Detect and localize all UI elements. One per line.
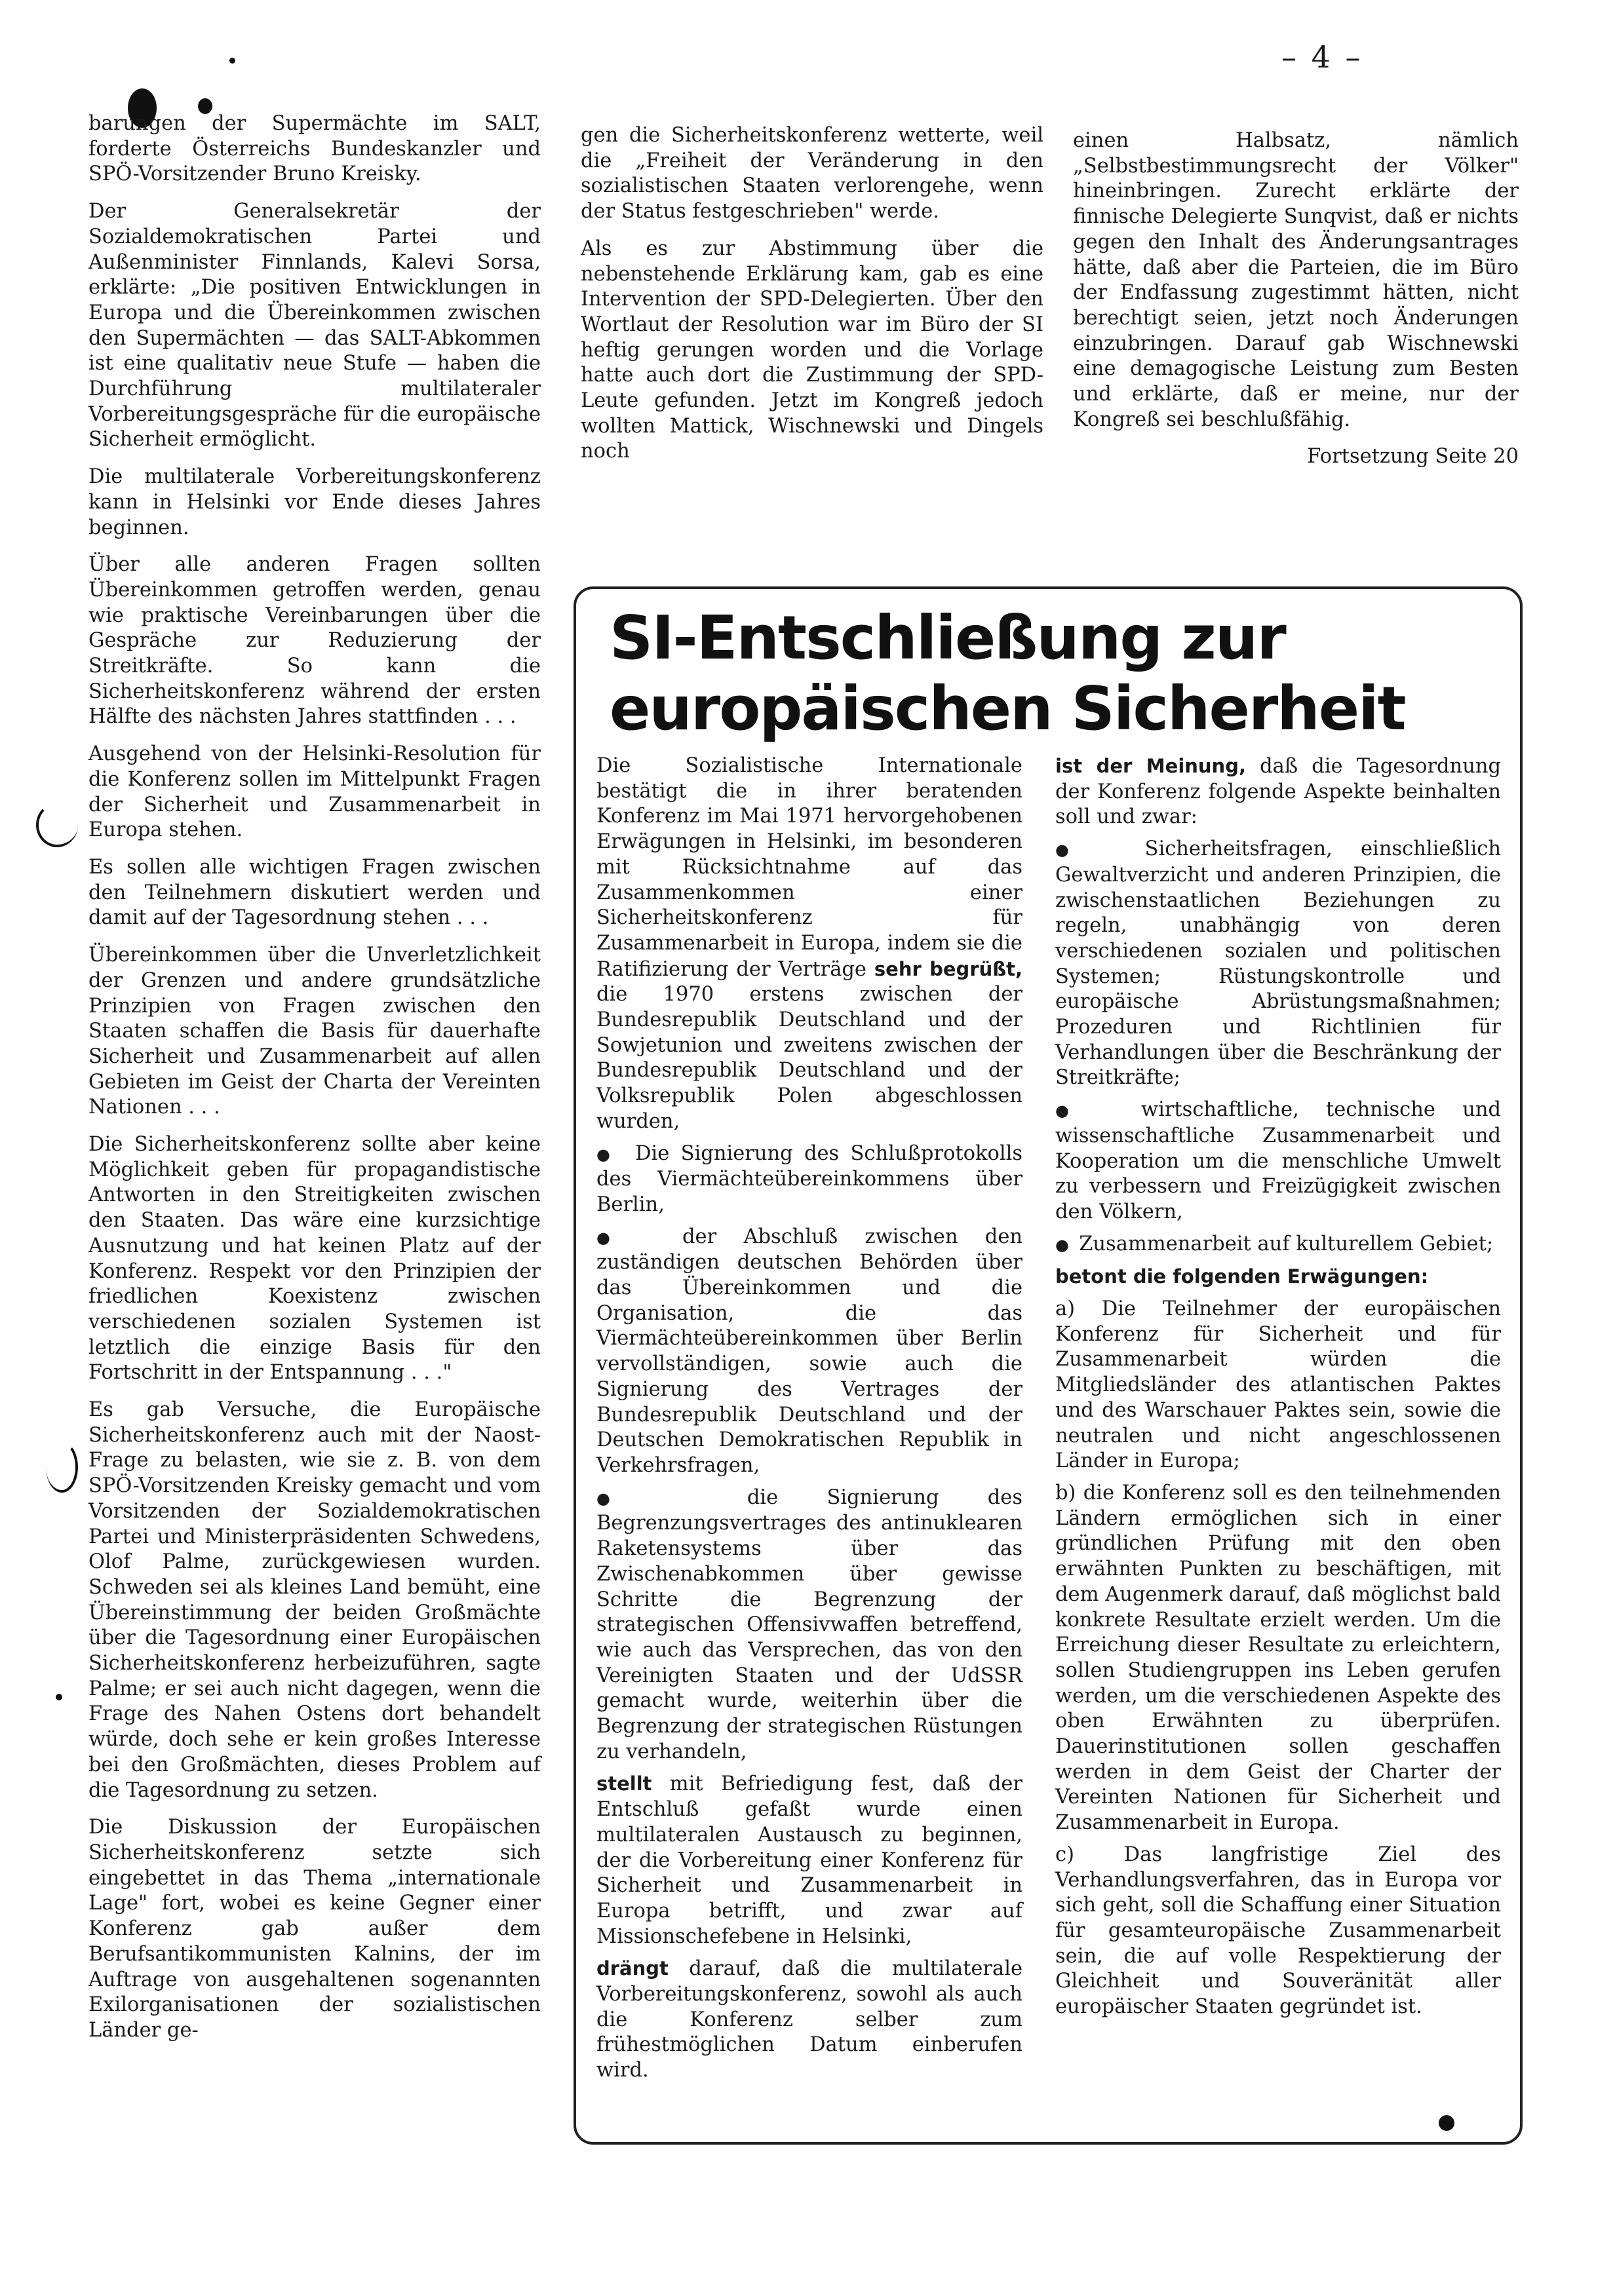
bullet-item: ● Die Signierung des Schlußprotokolls des Viermächteübereinkommens über Berlin, [596, 1141, 1022, 1218]
headline-line: europäischen Sicherheit [610, 674, 1405, 744]
emphasis: stellt [596, 1772, 652, 1795]
paragraph [596, 1956, 1022, 2084]
paragraph: Die Sicherheitskonferenz sollte aber keine Möglichkeit geben für propagandistische Antworten in den Streitigkeiten zwischen den Staaten. Das wäre eine kurzsichtige Ausnutzung und hat keinen Platz auf der Konferenz. Respekt vor den Prinzipien der friedlichen Koexistenz zwischen verschiedenen sozialen Systemen ist letztlich die einzige Basis für den Fortschritt in der Entspannung . . ." [88, 1133, 541, 1385]
punch-dot [229, 58, 235, 64]
paragraph: barungen der Supermächte im SALT, forderte Österreichs Bundeskanzler und SPÖ-Vorsitzender Bruno Kreisky. [88, 112, 541, 186]
emphasis: ist der Meinung, [1055, 755, 1246, 777]
resolution-headline [610, 603, 1462, 744]
emphasis: betont die folgenden Erwägungen: [1055, 1265, 1429, 1288]
bullet-item: ● Zusammenarbeit auf kulturellem Gebiet; [1055, 1232, 1501, 1258]
paragraph [596, 754, 1022, 1135]
paragraph: Der Generalsekretär der Sozialdemokratischen Partei und Außenminister Finnlands, Kalevi Sorsa, erklärte: „Die positiven Entwicklungen in Europa und die Übereinkommen zwischen den Supermächten — das SALT-Abkommen ist eine qualitativ neue Stufe — haben die Durchführung multilateraler Vorbereitungsgespräche für die europäische Sicherheit ermöglicht. [88, 200, 541, 451]
margin-mark [36, 803, 78, 847]
middle-column [581, 123, 1043, 476]
emphasis: sehr begrüßt, [874, 957, 1022, 980]
bullet-item: ● Sicherheitsfragen, einschließlich Gewaltverzicht und anderen Prinzipien, die zwischenstaatlichen Beziehungen zu regeln, unabhängig von deren verschiedenen sozialen und politischen Systemen; Rüstungskontrolle und europäische Abrüstungsmaßnahmen; Prozeduren und Richtlinien für Verhandlungen über die Beschränkung der Streitkräfte; [1055, 837, 1501, 1091]
paragraph: Es gab Versuche, die Europäische Sicherheitskonferenz auch mit der Naost-Frage zu belasten, wie sie z. B. von dem SPÖ-Vorsitzenden Kreisky gemacht und vom Vorsitzenden der Sozialdemokratischen Partei und Ministerpräsidenten Schwedens, Olof Palme, zurückgewiesen wurden. Schweden sei als kleines Land bemüht, eine Übereinstimmung der beiden Großmächte über die Tagesordnung einer Europäischen Sicherheitskonferenz herbeizuführen, sagte Palme; er sei auch nicht dagegen, wenn die Frage des Nahen Ostens dort behandelt würde, doch sehe er kein großes Interesse bei den Großmächten, dieses Problem auf die Tagesordnung zu setzen. [88, 1398, 541, 1802]
page-number: – 4 – [1281, 39, 1363, 75]
paragraph [1055, 754, 1501, 830]
paragraph: Über alle anderen Fragen sollten Übereinkommen getroffen werden, genau wie praktische Vereinbarungen über die Gespräche zur Reduzierung der Streitkräfte. So kann die Sicherheitskonferenz während der ersten Hälfte des nächsten Jahres stattfinden . . . [88, 553, 541, 729]
right-column [1073, 128, 1519, 482]
resolution-left-column [596, 754, 1022, 2090]
text: daß die Tagesordnung der Konferenz folgende Aspekte beinhalten soll und zwar: [1055, 755, 1502, 829]
text: die 1970 erstens zwischen der Bundesrepublik Deutschland und der Sowjetunion und zweitens zwischen der Bundesrepublik Deutschland und der Volksrepublik Polen abgeschlossen wurden, [596, 983, 1022, 1133]
resolution-right-column [1055, 754, 1501, 2027]
text: darauf, daß die multilaterale Vorbereitungskonferenz, sowohl als auch die Konferenz selber zum frühestmöglichen Datum einberufen wird. [596, 1957, 1022, 2082]
headline-line: SI-Entschließung zur [610, 603, 1285, 673]
paragraph: a) Die Teilnehmer der europäischen Konferenz für Sicherheit und für Zusammenarbeit würden die Mitgliedsländer des atlantischen Paktes und des Warschauer Paktes sein, sowie die neutralen und nicht angeschlossenen Länder in Europa; [1055, 1297, 1501, 1473]
paragraph: gen die Sicherheitskonferenz wetterte, weil die „Freiheit der Veränderung in den sozialistischen Staaten verlorengehe, wenn der Status festgeschrieben" werde. [581, 124, 1043, 223]
paragraph: c) Das langfristige Ziel des Verhandlungsverfahren, das in Europa vor sich geht, soll die Schaffung einer Situation für gesamteuropäische Zusammenarbeit sein, die auf volle Respektierung der Gleichheit und Souveränität aller europäischer Staaten gegründet ist. [1055, 1843, 1501, 2019]
bullet-item: ● der Abschluß zwischen den zuständigen deutschen Behörden über das Übereinkommen und die Organisation, die das Viermächteübereinkommen über Berlin vervollständigen, sowie auch die Signierung des Vertrages der Bundesrepublik Deutschland und der Deutschen Demokratischen Republik in Verkehrsfragen, [596, 1225, 1022, 1479]
text: mit Befriedigung fest, daß der Entschluß gefaßt wurde einen multilateralen Austausch zu beginnen, der die Vorbereitung einer Konferenz für Sicherheit und Zusammenarbeit in Europa betrifft, und zwar auf Missionschefebene in Helsinki, [596, 1772, 1022, 1948]
paragraph: Ausgehend von der Helsinki-Resolution für die Konferenz sollen im Mittelpunkt Fragen der Sicherheit und Zusammenarbeit in Europa stehen. [88, 742, 541, 842]
paragraph: Als es zur Abstimmung über die nebenstehende Erklärung kam, gab es eine Intervention der SPD-Delegierten. Über den Wortlaut der Resolution war im Büro der SI heftig gerungen worden und die Vorlage hatte auch dort die Zustimmung der SPD-Leute gefunden. Jetzt im Kongreß jedoch wollten Mattick, Wischnewski und Dingels noch [581, 237, 1043, 463]
paragraph: Übereinkommen über die Unverletzlichkeit der Grenzen und andere grundsätzliche Prinzipien von Fragen zwischen den Staaten schaffen die Basis für dauerhafte Sicherheit und Zusammenarbeit auf allen Gebieten im Geist der Charta der Vereinten Nationen . . . [88, 944, 541, 1119]
margin-mark [46, 1442, 78, 1493]
paragraph: einen Halbsatz, nämlich „Selbstbestimmungsrecht der Völker" hineinbringen. Zurecht erklärte der finnische Delegierte Sunqvist, daß er nichts gegen den Inhalt des Änderungsantrages hätte, daß aber die Parteien, die im Büro der Endfassung zugestimmt hätten, nicht berechtigt seien, jetzt noch Änderungen einzubringen. Darauf gab Wischnewski eine demagogische Leistung zum Besten und erklärte, daß er meine, nur der Kongreß sei beschlußfähig. [1073, 129, 1519, 431]
paragraph: b) die Konferenz soll es den teilnehmenden Ländern ermöglichen sich in einer gründlichen Prüfung mit den oben erwähnten Punkten zu beschäftigen, mit dem Augenmerk darauf, daß möglichst bald konkrete Resultate erzielt werden. Um die Erreichung dieser Resultate zu erleichtern, sollen Studiengruppen ins Leben gerufen werden, um die verschiedenen Aspekte des oben Erwähnten zu überprüfen. Dauerinstitutionen sollen geschaffen werden in dem Geist der Charter der Vereinten Nationen für Sicherheit und Zusammenarbeit in Europa. [1055, 1481, 1501, 1835]
paragraph [1055, 1264, 1501, 1290]
punch-dot [56, 1694, 62, 1700]
paragraph: Es sollen alle wichtigen Fragen zwischen den Teilnehmern diskutiert werden und damit auf der Tagesordnung stehen . . . [88, 855, 541, 930]
bullet-item: ● wirtschaftliche, technische und wissenschaftliche Zusammenarbeit und Kooperation um die menschliche Umwelt zu verbessern und Freizügigkeit zwischen den Völkern, [1055, 1098, 1501, 1225]
emphasis: drängt [596, 1957, 669, 1980]
paragraph [596, 1771, 1022, 1949]
left-column [88, 111, 541, 2056]
paragraph: Die Diskussion der Europäischen Sicherheitskonferenz setzte sich eingebettet in das Thema „internationale Lage" fort, wobei es keine Gegner einer Konferenz gab außer dem Berufsantikommunisten Kalnins, der im Auftrage von ausgehaltenen sogenannten Exilorganisationen der sozialistischen Länder ge- [88, 1816, 541, 2042]
bullet-item: ● die Signierung des Begrenzungsvertrages des antinuklearen Raketensystems über das Zwischenabkommen über gewisse Schritte die Begrenzung der strategischen Offensivwaffen betreffend, wie auch das Versprechen, das von den Vereinigten Staaten und der UdSSR gemacht wurde, weiterhin über die Begrenzung der strategischen Rüstungen zu verhandeln, [596, 1485, 1022, 1765]
text: Die Sozialistische Internationale bestätigt die in ihrer beratenden Konferenz im Mai 1971 hervorgehobenen Erwägungen in Helsinki, im besonderen mit Rücksichtnahme auf das Zusammenkommen einer Sicherheitskonferenz für Zusammenarbeit in Europa, indem sie die Ratifizierung der Verträge [596, 754, 1022, 981]
paragraph: Die multilaterale Vorbereitungskonferenz kann in Helsinki vor Ende dieses Jahres beginnen. [88, 465, 541, 539]
continuation-note: Fortsetzung Seite 20 [1307, 445, 1519, 469]
